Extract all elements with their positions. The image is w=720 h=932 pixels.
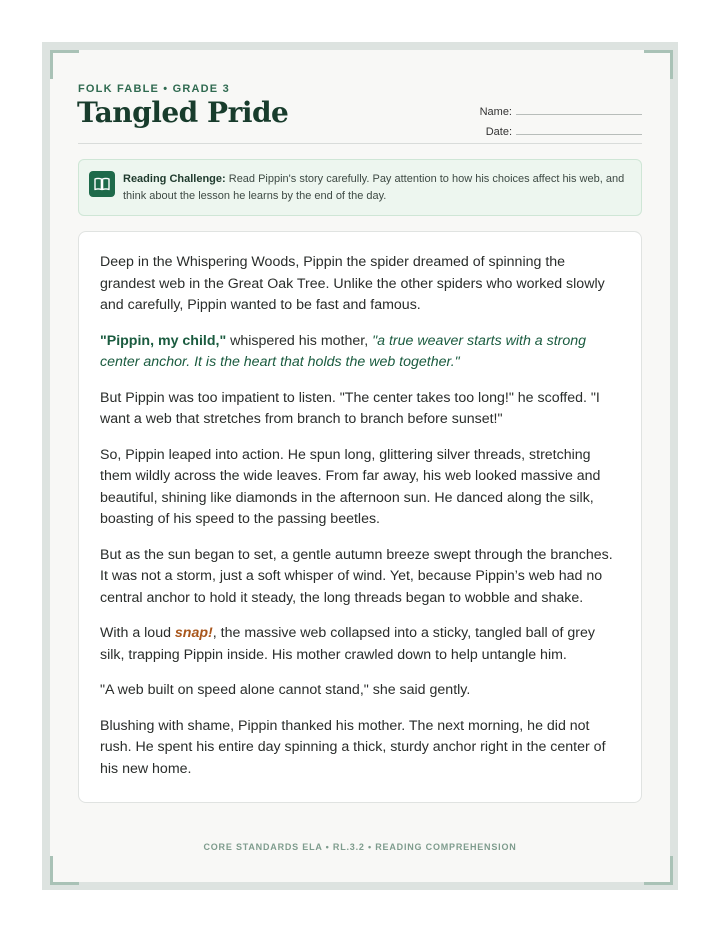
date-label: Date:	[485, 126, 512, 138]
challenge-text	[123, 171, 628, 205]
challenge-body: Read Pippin's story carefully. Pay attention to how his choices affect his web, and think about the lesson he learns by the end of the day.	[123, 173, 625, 202]
corner-bracket-bottom-right	[644, 856, 673, 885]
story-paragraph-6	[100, 623, 621, 666]
story-paragraph-8: Blushing with shame, Pippin thanked his mother. The next morning, he did not rush. He spent his entire day spinning a thick, sturdy anchor right in the center of his new home.	[100, 717, 606, 777]
story-paragraph-2	[100, 331, 621, 374]
story-paragraph-7: "A web built on speed alone cannot stand," she said gently.	[100, 682, 471, 698]
story-paragraph-4: So, Pippin leaped into action. He spun long, glittering silver threads, stretching them wildly across the wide leaves. From far away, his web looked massive and beautiful, shining like diamonds in the afternoon sun. He danced along the silk, boasting of his speed to the passing beetles.	[100, 446, 601, 527]
dialogue-quote: "a true weaver starts with a strong center anchor. It is the heart that holds the web together."	[100, 332, 587, 370]
corner-bracket-top-right	[644, 50, 673, 79]
book-open-icon	[89, 171, 115, 197]
name-label: Name:	[479, 106, 512, 118]
student-fields	[440, 98, 642, 138]
dialogue-address: "Pippin, my child,"	[100, 332, 227, 349]
name-field-row	[440, 98, 642, 118]
corner-bracket-bottom-left	[50, 856, 79, 885]
dialogue-tag: whispered his mother,	[226, 332, 373, 349]
paragraph-6-end: , the massive web collapsed into a sticky, tangled ball of grey silk, trapping Pippin inside. His mother crawled down to help untangle him.	[100, 625, 595, 663]
name-line[interactable]	[516, 114, 642, 115]
genre-grade-label: FOLK FABLE • GRADE 3	[78, 83, 230, 95]
story-card	[78, 231, 642, 803]
standards-footer: CORE STANDARDS ELA • RL.3.2 • READING COMPREHENSION	[203, 842, 517, 852]
story-paragraph-5: But as the sun began to set, a gentle autumn breeze swept through the branches. It was not a storm, just a soft whisper of wind. Yet, because Pippin’s web had no central anchor to hold it steady, the long threads began to wobble and shake.	[100, 546, 613, 606]
sound-effect-word: snap!	[174, 625, 213, 641]
page-title: Tangled Pride	[77, 96, 289, 129]
corner-bracket-top-left	[50, 50, 79, 79]
reading-challenge-box	[78, 159, 642, 216]
challenge-label: Reading Challenge:	[123, 173, 226, 185]
story-paragraph-3: But Pippin was too impatient to listen. "The center takes too long!" he scoffed. "I want a web that stretches from branch to branch before sunset!"	[100, 389, 600, 427]
story-paragraph-1: Deep in the Whispering Woods, Pippin the spider dreamed of spinning the grandest web in the Great Oak Tree. Unlike the other spiders who worked slowly and carefully, Pippin wanted to be fast and famous.	[100, 254, 605, 313]
date-line[interactable]	[516, 134, 642, 135]
paragraph-6-start: With a loud	[100, 625, 175, 641]
header-divider	[78, 143, 642, 144]
date-field-row	[440, 118, 642, 138]
